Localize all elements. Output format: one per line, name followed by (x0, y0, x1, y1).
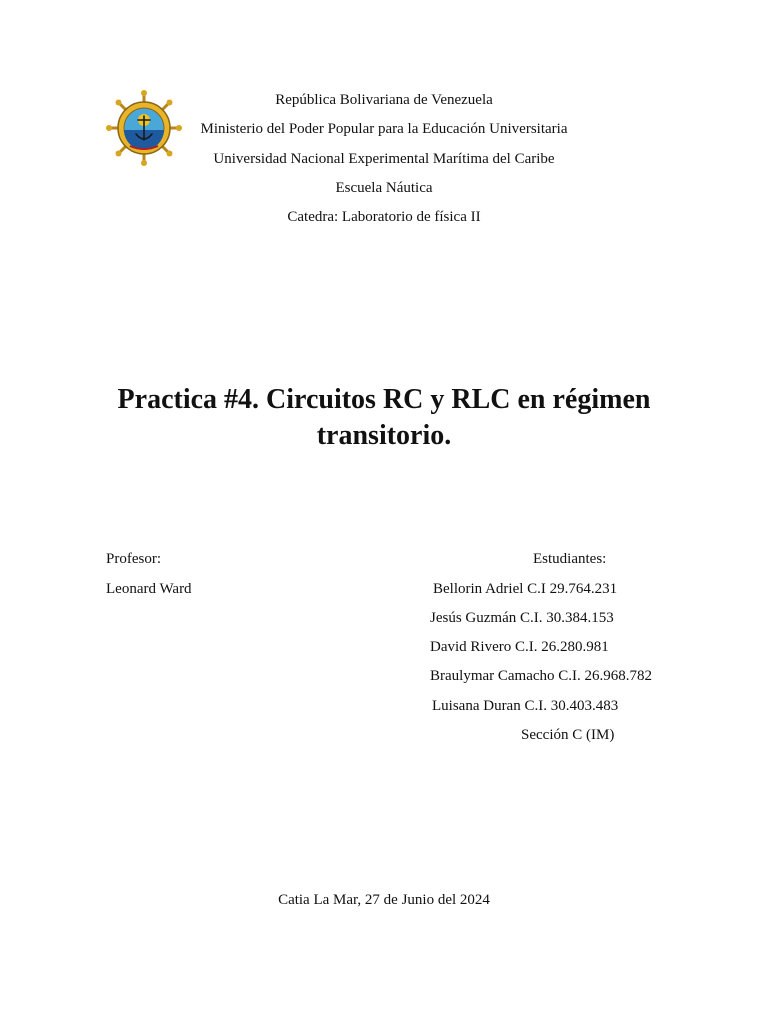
student-item: Bellorin Adriel C.I 29.764.231 (433, 581, 618, 597)
student-item: Jesús Guzmán C.I. 30.384.153 (430, 610, 614, 626)
professor-name: Leonard Ward (106, 581, 192, 597)
students-label: Estudiantes: (533, 551, 607, 567)
header-line-ministry: Ministerio del Poder Popular para la Educación Universitaria (200, 121, 568, 137)
place-date: Catia La Mar, 27 de Junio del 2024 (278, 892, 490, 908)
header-line-course: Catedra: Laboratorio de física II (287, 209, 481, 225)
student-item: Braulymar Camacho C.I. 26.968.782 (430, 668, 653, 684)
section-label: Sección C (IM) (521, 727, 615, 743)
header-line-university: Universidad Nacional Experimental Marítima del Caribe (213, 151, 555, 167)
header-line-republic: República Bolivariana de Venezuela (275, 92, 493, 108)
student-item: Luisana Duran C.I. 30.403.483 (432, 698, 619, 714)
document-title: Practica #4. Circuitos RC y RLC en régimen transitorio. (117, 384, 651, 451)
professor-label: Profesor: (106, 551, 161, 567)
header-line-school: Escuela Náutica (335, 180, 433, 196)
student-item: David Rivero C.I. 26.280.981 (430, 639, 609, 655)
